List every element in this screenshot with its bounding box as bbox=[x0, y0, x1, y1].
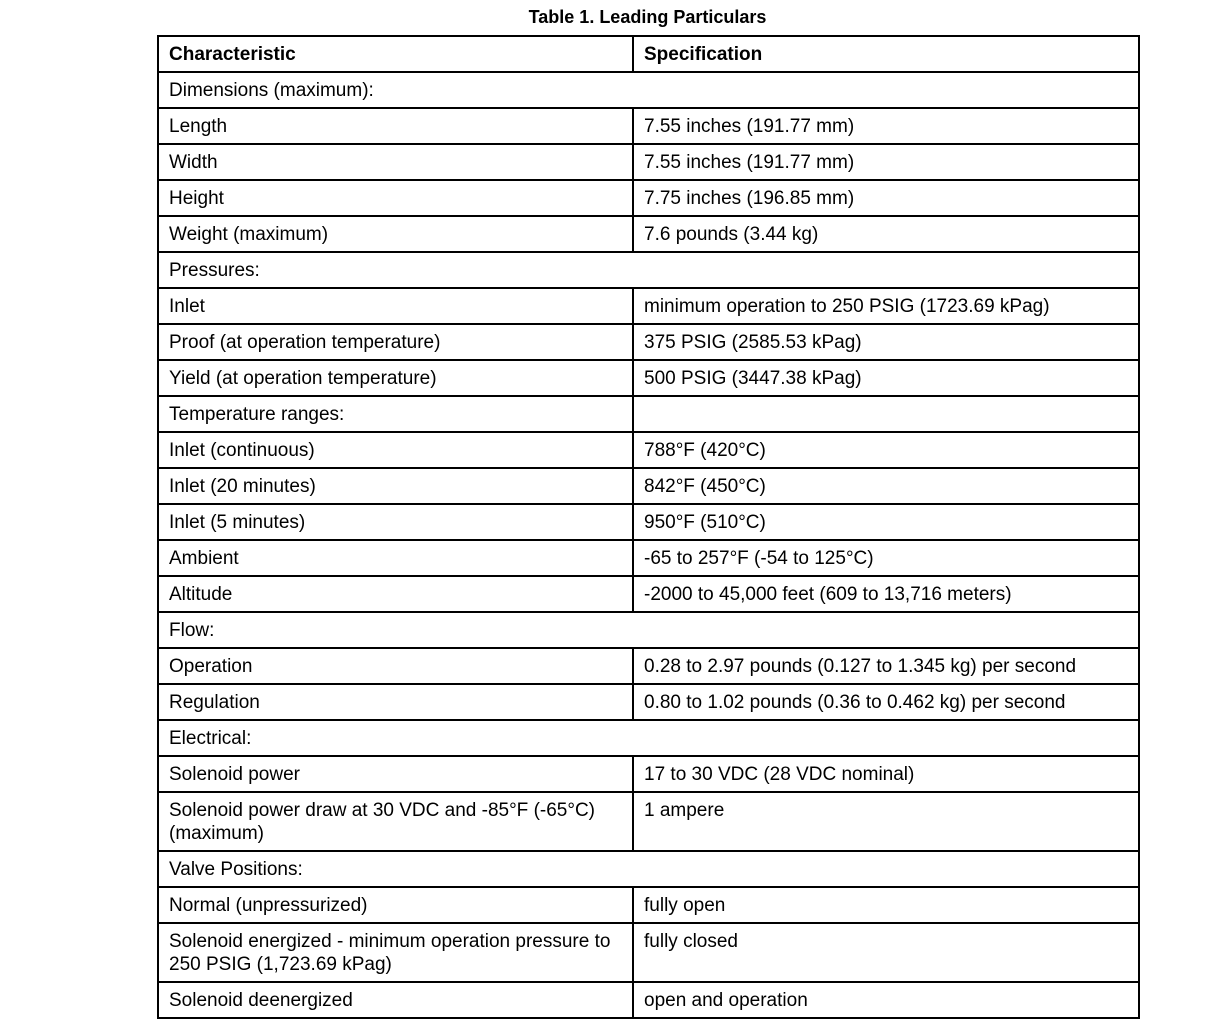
table-section-row bbox=[158, 72, 1139, 108]
table-row bbox=[158, 216, 1139, 252]
specification-cell: open and operation bbox=[633, 982, 1139, 1018]
specification-cell: -65 to 257°F (-54 to 125°C) bbox=[633, 540, 1139, 576]
table-row bbox=[158, 108, 1139, 144]
characteristic-cell: Regulation bbox=[158, 684, 633, 720]
table-row bbox=[158, 756, 1139, 792]
table-row bbox=[158, 288, 1139, 324]
characteristic-cell: Yield (at operation temperature) bbox=[158, 360, 633, 396]
characteristic-cell: Operation bbox=[158, 648, 633, 684]
specification-cell bbox=[633, 396, 1139, 432]
characteristic-cell: Normal (unpressurized) bbox=[158, 887, 633, 923]
specification-cell: 1 ampere bbox=[633, 792, 1139, 851]
specification-cell: -2000 to 45,000 feet (609 to 13,716 meters) bbox=[633, 576, 1139, 612]
table-row bbox=[158, 792, 1139, 851]
specification-cell: 7.6 pounds (3.44 kg) bbox=[633, 216, 1139, 252]
table-body bbox=[158, 72, 1139, 1018]
table-row bbox=[158, 180, 1139, 216]
specification-cell: minimum operation to 250 PSIG (1723.69 kPag) bbox=[633, 288, 1139, 324]
specification-cell: 500 PSIG (3447.38 kPag) bbox=[633, 360, 1139, 396]
specification-cell: 788°F (420°C) bbox=[633, 432, 1139, 468]
characteristic-cell: Height bbox=[158, 180, 633, 216]
specification-cell: 7.75 inches (196.85 mm) bbox=[633, 180, 1139, 216]
characteristic-cell: Solenoid deenergized bbox=[158, 982, 633, 1018]
characteristic-cell: Temperature ranges: bbox=[158, 396, 633, 432]
characteristic-cell: Inlet (5 minutes) bbox=[158, 504, 633, 540]
characteristic-cell: Ambient bbox=[158, 540, 633, 576]
table-row bbox=[158, 468, 1139, 504]
table-row bbox=[158, 396, 1139, 432]
characteristic-cell: Inlet (20 minutes) bbox=[158, 468, 633, 504]
table-caption: Table 1. Leading Particulars bbox=[528, 7, 767, 27]
characteristic-cell: Inlet (continuous) bbox=[158, 432, 633, 468]
section-label: Flow: bbox=[158, 612, 1139, 648]
table-row bbox=[158, 324, 1139, 360]
section-label: Pressures: bbox=[158, 252, 1139, 288]
characteristic-cell: Width bbox=[158, 144, 633, 180]
characteristic-cell: Proof (at operation temperature) bbox=[158, 324, 633, 360]
table-row bbox=[158, 923, 1139, 982]
table-row bbox=[158, 576, 1139, 612]
table-section-row bbox=[158, 851, 1139, 887]
header-characteristic: Characteristic bbox=[158, 36, 633, 72]
table-row bbox=[158, 684, 1139, 720]
specification-cell: 7.55 inches (191.77 mm) bbox=[633, 108, 1139, 144]
characteristic-cell: Solenoid energized - minimum operation pressure to 250 PSIG (1,723.69 kPag) bbox=[158, 923, 633, 982]
characteristic-cell: Inlet bbox=[158, 288, 633, 324]
characteristic-cell: Solenoid power draw at 30 VDC and -85°F (-65°C) (maximum) bbox=[158, 792, 633, 851]
specification-cell: 0.28 to 2.97 pounds (0.127 to 1.345 kg) per second bbox=[633, 648, 1139, 684]
table-row bbox=[158, 432, 1139, 468]
characteristic-cell: Altitude bbox=[158, 576, 633, 612]
table-row bbox=[158, 540, 1139, 576]
table-section-row bbox=[158, 252, 1139, 288]
table-row bbox=[158, 360, 1139, 396]
table-row bbox=[158, 144, 1139, 180]
specification-cell: 950°F (510°C) bbox=[633, 504, 1139, 540]
section-label: Electrical: bbox=[158, 720, 1139, 756]
table-row bbox=[158, 648, 1139, 684]
table-row bbox=[158, 982, 1139, 1018]
specification-cell: 7.55 inches (191.77 mm) bbox=[633, 144, 1139, 180]
specification-cell: 375 PSIG (2585.53 kPag) bbox=[633, 324, 1139, 360]
specification-cell: fully open bbox=[633, 887, 1139, 923]
specification-cell: 0.80 to 1.02 pounds (0.36 to 0.462 kg) per second bbox=[633, 684, 1139, 720]
characteristic-cell: Weight (maximum) bbox=[158, 216, 633, 252]
specification-cell: 17 to 30 VDC (28 VDC nominal) bbox=[633, 756, 1139, 792]
leading-particulars-table bbox=[157, 35, 1140, 1019]
table-section-row bbox=[158, 720, 1139, 756]
section-label: Dimensions (maximum): bbox=[158, 72, 1139, 108]
table-row bbox=[158, 887, 1139, 923]
characteristic-cell: Length bbox=[158, 108, 633, 144]
table-header-row bbox=[158, 36, 1139, 72]
specification-cell: fully closed bbox=[633, 923, 1139, 982]
specification-cell: 842°F (450°C) bbox=[633, 468, 1139, 504]
section-label: Valve Positions: bbox=[158, 851, 1139, 887]
table-row bbox=[158, 504, 1139, 540]
table-section-row bbox=[158, 612, 1139, 648]
characteristic-cell: Solenoid power bbox=[158, 756, 633, 792]
header-specification: Specification bbox=[633, 36, 1139, 72]
